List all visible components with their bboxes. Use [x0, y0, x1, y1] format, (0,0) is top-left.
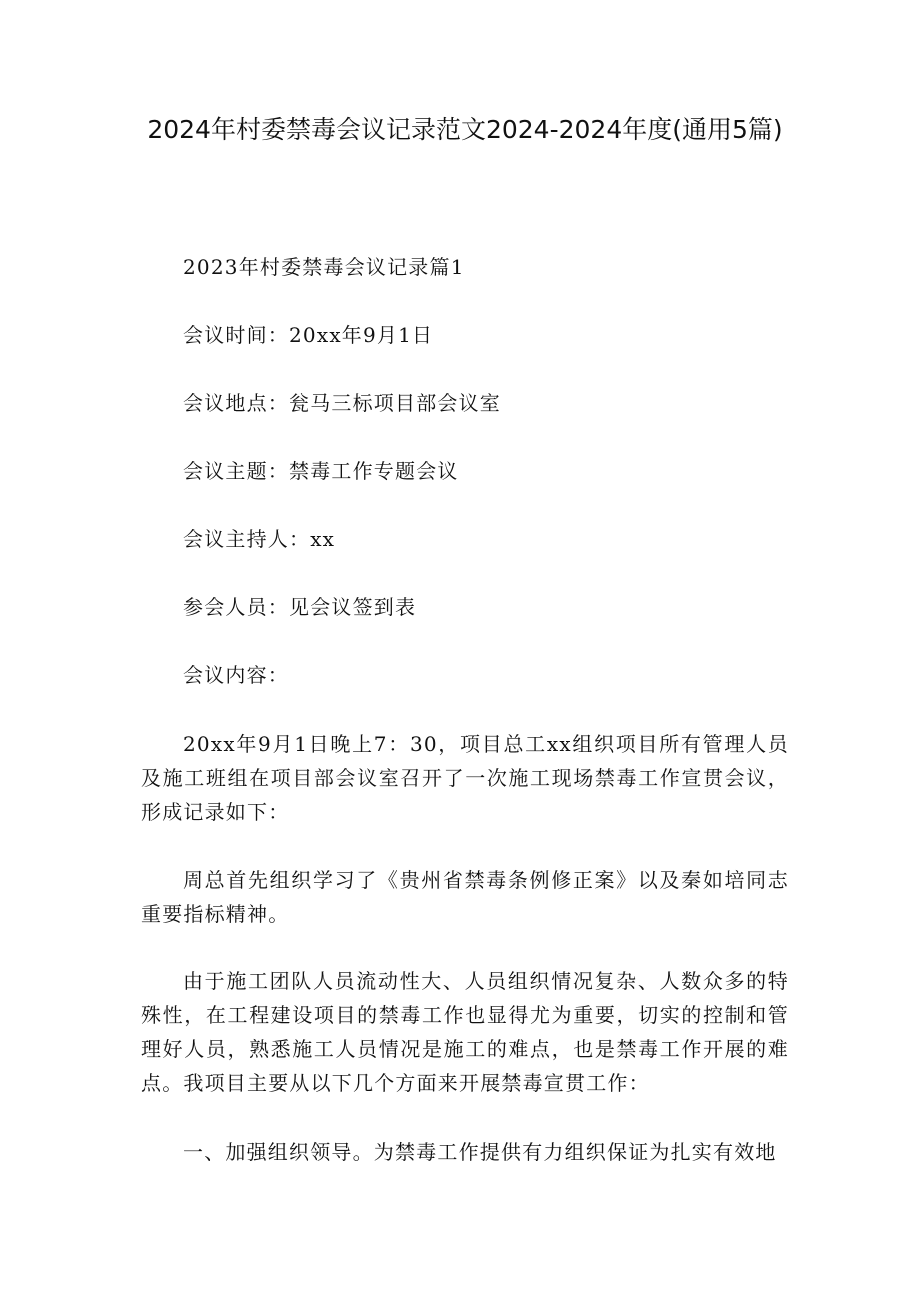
meeting-location: 会议地点：瓮马三标项目部会议室 [183, 391, 501, 415]
body-paragraph: 由于施工团队人员流动性大、人员组织情况复杂、人数众多的特殊性，在工程建设项目的禁毒工作也显得尤为重要，切实的控制和管理好人员，熟悉施工人员情况是施工的难点，也是禁毒工作开展的难点。我项目主要从以下几个方面来开展禁毒宣贯工作： [141, 969, 789, 1095]
meeting-host: 会议主持人：xx [183, 527, 336, 551]
meeting-attendees: 参会人员：见会议签到表 [183, 595, 417, 619]
section-heading: 2023年村委禁毒会议记录篇1 [183, 255, 465, 279]
meeting-topic: 会议主题：禁毒工作专题会议 [183, 459, 459, 483]
body-paragraph: 周总首先组织学习了《贵州省禁毒条例修正案》以及秦如培同志重要指标精神。 [141, 868, 789, 926]
meeting-content-label: 会议内容： [183, 663, 289, 687]
body-paragraph: 一、加强组织领导。为禁毒工作提供有力组织保证为扎实有效地 [183, 1140, 777, 1164]
meeting-time: 会议时间：20xx年9月1日 [183, 323, 434, 347]
document-title: 2024年村委禁毒会议记录范文2024-2024年度(通用5篇) [147, 115, 783, 144]
body-paragraph: 20xx年9月1日晚上7：30，项目总工xx组织项目所有管理人员及施工班组在项目部会议室召开了一次施工现场禁毒工作宣贯会议，形成记录如下： [141, 732, 789, 824]
